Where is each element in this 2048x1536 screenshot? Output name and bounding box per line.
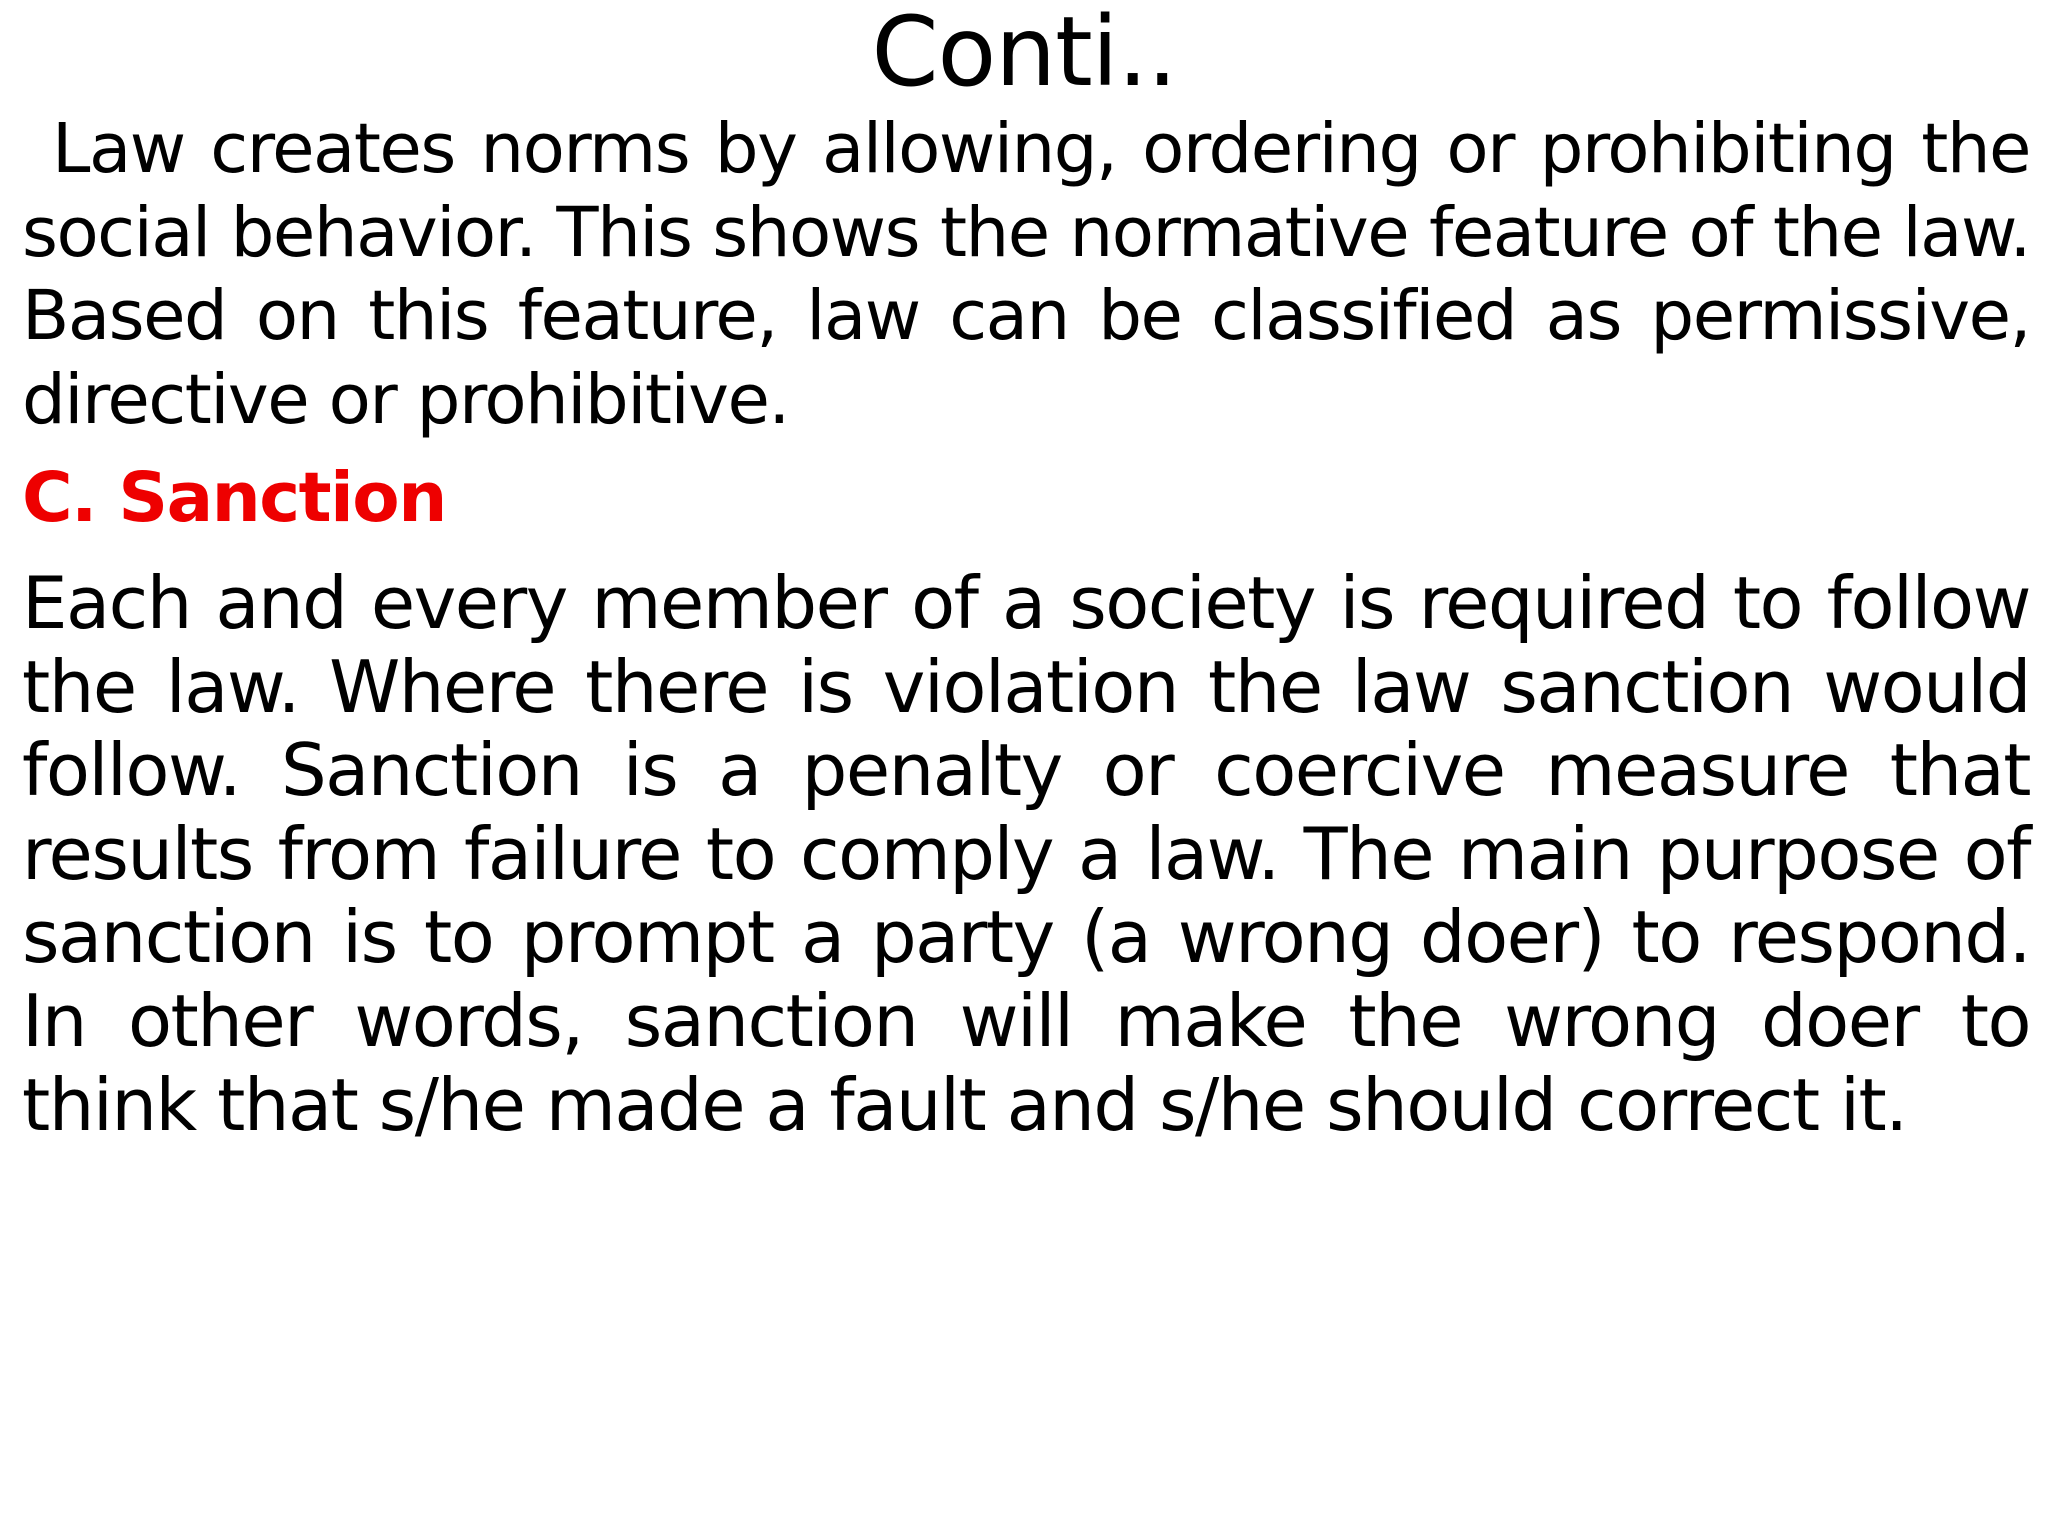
paragraph-normative-feature [22, 108, 2030, 442]
paragraph-sanction: Each and every member of a society is required to follow the law. Where there is violation the law sanction would follow. Sanction is a penalty or coercive measure that results from failure to comply a law. The main purpose of sanction is to prompt a party (a wrong doer) to respond. In other words, sanction will make the wrong doer to think that s/he made a fault and s/he should correct it. [22, 561, 2030, 1147]
slide-title: Conti.. [871, 0, 1177, 108]
section-heading-sanction: C. Sanction [22, 458, 446, 538]
paragraph-normative-feature-text: Law creates norms by allowing, ordering or prohibiting the social behavior. This shows the normative feature of the law. Based on this feature, law can be classified as permissive, directive or prohibitive. [22, 109, 2030, 440]
